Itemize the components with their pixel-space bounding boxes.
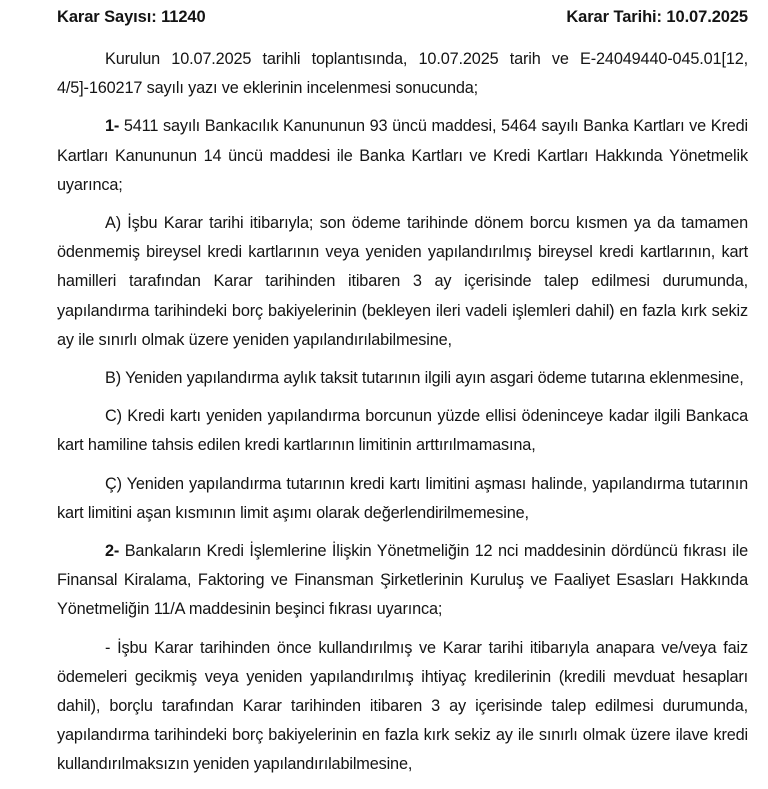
- paragraph-item-1-c-cedilla-text: Yeniden yapılandırma tutarının kredi kartı limitini aşması halinde, yapılandırma tutarının kart limitini aşan kısmının limit aşımı olarak değerlendirilmemesine,: [57, 474, 748, 522]
- decision-date: Karar Tarihi: 10.07.2025: [566, 8, 748, 26]
- paragraph-item-2-text: Bankaların Kredi İşlemlerine İlişkin Yönetmeliğin 12 nci maddesinin dördüncü fıkrası ile Finansal Kiralama, Faktoring ve Finansman Şirketlerinin Kuruluş ve Faaliyet Esasları Hakkında Yönetmeliğin 11/A maddesinin beşinci fıkrası uyarınca;: [57, 542, 748, 619]
- paragraph-item-2-dash-marker: -: [105, 638, 111, 657]
- paragraph-item-1-c-cedilla: [57, 470, 748, 528]
- paragraph-item-1-c-cedilla-marker: Ç): [105, 474, 122, 493]
- paragraph-intro-text: Kurulun 10.07.2025 tarihli toplantısında, 10.07.2025 tarih ve E-24049440-045.01[12, 4/5]-160217 sayılı yazı ve eklerinin incelenmesi sonucunda;: [57, 50, 748, 98]
- document-header: [57, 0, 748, 27]
- paragraph-item-2: [57, 537, 748, 625]
- paragraph-item-1-text: 5411 sayılı Bankacılık Kanununun 93 üncü maddesi, 5464 sayılı Banka Kartları ve Kredi Kartları Kanununun 14 üncü maddesi ile Banka Kartları ve Kredi Kartları Hakkında Yönetmelik uyarınca;: [57, 117, 748, 194]
- paragraph-item-1-b-marker: B): [105, 369, 121, 388]
- paragraph-item-2-dash-text: İşbu Karar tarihinden önce kullandırılmış ve Karar tarihi itibarıyla anapara ve/veya faiz ödemeleri gecikmiş veya yeniden yapılandırılmış ihtiyaç kredilerinin (kredili mevduat hesapları dahil), borçlu tarafından Karar tarihinden itibaren 3 ay içerisinde talep edilmesi durumunda, yapılandırma tarihindeki borç bakiyelerinin en fazla kırk sekiz ay ile sınırlı olmak üzere ilave kredi kullandırılmaksızın yeniden yapılandırılabilmesine,: [57, 638, 748, 774]
- paragraph-item-1-a-text: İşbu Karar tarihi itibarıyla; son ödeme tarihinde dönem borcu kısmen ya da tamamen ödenmemiş bireysel kredi kartlarının veya yeniden yapılandırılmış bireysel kredi kartlarının, kart hamilleri tarafından Karar tarihinden itibaren 3 ay içerisinde talep edilmesi durumunda, yapılandırma tarihindeki borç bakiyelerinin (bekleyen ileri vadeli işlemleri dahil) en fazla kırk sekiz ay ile sınırlı olmak üzere yeniden yapılandırılabilmesine,: [57, 214, 748, 349]
- decision-number: Karar Sayısı: 11240: [57, 8, 206, 26]
- paragraph-item-1-b-text: Yeniden yapılandırma aylık taksit tutarının ilgili ayın asgari ödeme tutarına eklenmesine,: [120, 369, 744, 388]
- paragraph-item-1-c-text: Kredi kartı yeniden yapılandırma borcunun yüzde ellisi ödeninceye kadar ilgili Bankaca kart hamiline tahsis edilen kredi kartlarının limitinin arttırılmamasına,: [57, 407, 748, 455]
- paragraph-item-1-b: [57, 364, 748, 393]
- paragraph-item-1-c-marker: C): [105, 407, 122, 426]
- document-content: [57, 0, 748, 789]
- paragraph-item-1-marker: 1-: [105, 117, 120, 136]
- paragraph-item-1: [57, 112, 748, 200]
- paragraph-item-1-a-marker: A): [105, 214, 121, 233]
- paragraph-intro: [57, 45, 748, 103]
- paragraph-item-1-a: [57, 209, 748, 355]
- paragraph-item-1-c: [57, 402, 748, 460]
- paragraph-item-2-marker: 2-: [105, 542, 120, 561]
- paragraph-item-2-dash: [57, 634, 748, 780]
